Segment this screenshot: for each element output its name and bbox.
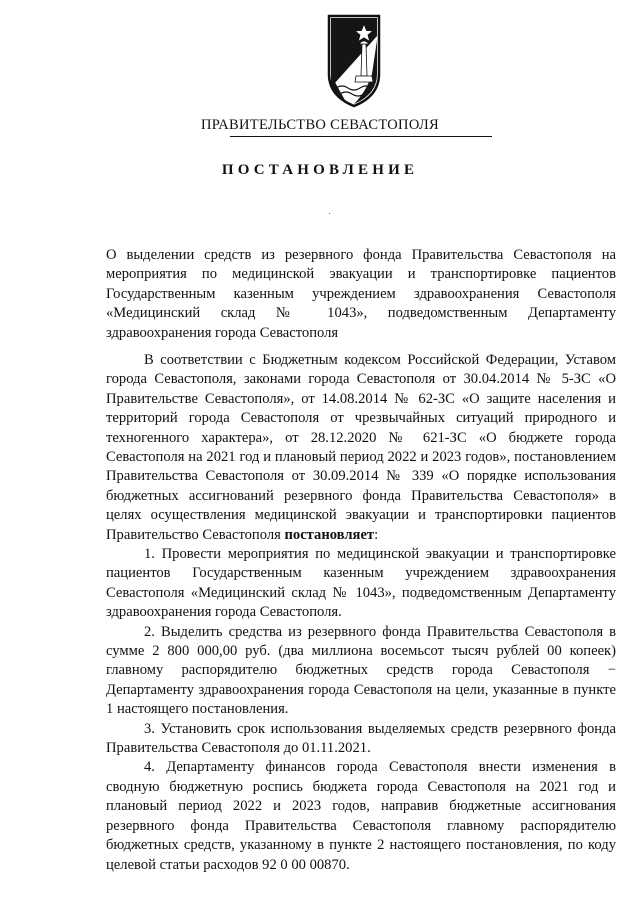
coat-of-arms-emblem: [326, 14, 382, 108]
decree-item-1: 1. Провести мероприятия по медицинской эвакуации и транспортировке пациентов Государственным казенным учреждением здравоохранения Севастополя «Медицинский склад № 1043», подведомственным Департаменту здравоохранения города Севастополя.: [106, 546, 616, 621]
decree-item-4: 4. Департаменту финансов города Севастополя внести изменения в сводную бюджетную роспись бюджета города Севастополя на 2021 год и плановый период 2022 и 2023 годов, направив бюджетные ассигнования резервного фонда Правительства Севастополя главному распорядителю бюджетных средств, указанному в пункте 2 настоящего постановления, по коду целевой статьи расходов 92 0 00 00870.: [106, 759, 616, 873]
document-title: [106, 246, 616, 343]
preamble-end: :: [374, 526, 379, 543]
header-divider: [230, 136, 492, 137]
decree-item-2: 2. Выделить средства из резервного фонда Правительства Севастополя в сумме 2 800 000,00 руб. (два миллиона восемьсот тысяч рублей 00 копеек) главному распорядителю бюджетных средств города Севастополя − Департаменту здравоохранения города Севастополя на цели, указанные в пункте 1 настоящего постановления.: [106, 623, 616, 718]
scan-dot: [329, 213, 330, 214]
preamble: [106, 351, 616, 545]
document-type-heading: ПОСТАНОВЛЕНИЕ: [221, 162, 419, 178]
decree-item-3: 3. Установить срок использования выделяемых средств резервного фонда Правительства Севастополя до 01.11.2021.: [106, 720, 616, 757]
preamble-text: В соответствии с Бюджетным кодексом Российской Федерации, Уставом города Севастополя, законами города Севастополя от 30.04.2014 № 5-ЗС «О Правительстве Севастополя», от 14.08.2014 № 62-ЗС «О защите населения и территорий города Севастополя от чрезвычайных ситуаций природного и техногенного характера», от 28.12.2020 № 621-ЗС «О бюджете города Севастополя на 2021 год и плановый период 2022 и 2023 годов», постановлением Правительства Севастополя от 30.09.2014 № 339 «О порядке использования бюджетных ассигнований резервного фонда Правительства Севастополя» в целях осуществления медицинской эвакуации и транспортировки пациентов Правительство Севастополя: [106, 352, 616, 543]
organization-name: ПРАВИТЕЛЬСТВО СЕВАСТОПОЛЯ: [201, 117, 439, 133]
title-text: О выделении средств из резервного фонда Правительства Севастополя на мероприятия по медицинской эвакуации и транспортировке пациентов Государственным казенным учреждением здравоохранения Севастополя «Медицинский склад № 1043», подведомственным Департаменту здравоохранения города Севастополя: [106, 247, 616, 341]
preamble-paragraph: [106, 351, 616, 545]
decree-word: постановляет: [284, 526, 375, 543]
decree-items: [106, 545, 616, 875]
